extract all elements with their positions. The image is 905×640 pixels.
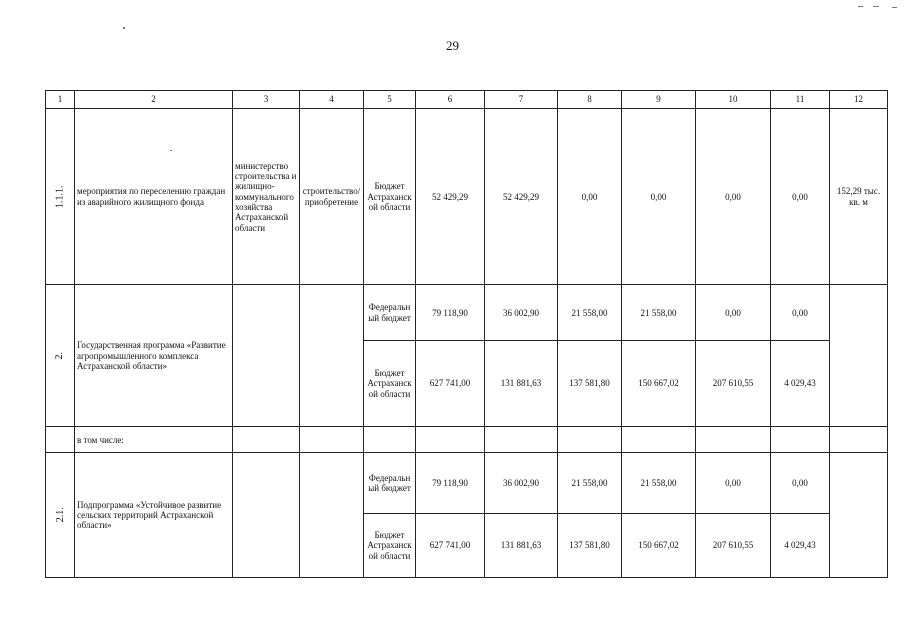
column-header: 3 [233,91,300,109]
amount-col10: 207 610,55 [696,514,771,578]
amount-col11: 4 029,43 [771,341,830,427]
amount-col6: 627 741,00 [416,514,485,578]
column-header: 10 [696,91,771,109]
including-label: в том числе: [75,427,233,453]
empty-cell [416,427,485,453]
row-number-cell [46,109,75,285]
column-header: 6 [416,91,485,109]
amount-col11: 0,00 [771,109,830,285]
executor-empty [233,285,300,427]
table-row-2-federal [46,285,888,341]
scan-speck [873,6,879,7]
table-row-1-1-1 [46,109,888,285]
scan-speck [123,27,125,29]
row-number-cell [46,453,75,578]
amount-col9: 150 667,02 [622,514,696,578]
column-header: 8 [558,91,622,109]
funding-source: Федеральный бюджет [364,285,416,341]
amount-col8: 21 558,00 [558,453,622,514]
amount-col8: 137 581,80 [558,341,622,427]
amount-col8: 21 558,00 [558,285,622,341]
program-name: Государственная программа «Развитие агропромышленного комплекса Астраханской области» [75,285,233,427]
amount-col8: 0,00 [558,109,622,285]
row-number: 1.1.1. [54,185,66,209]
empty-cell [622,427,696,453]
scan-speck [858,6,863,7]
result-indicator: 152,29 тыс. кв. м [830,109,888,285]
result-empty [830,453,888,578]
amount-col11: 4 029,43 [771,514,830,578]
work-type-empty [300,285,364,427]
amount-col9: 21 558,00 [622,285,696,341]
row-number: 2.1. [54,507,66,523]
amount-col8: 137 581,80 [558,514,622,578]
subprogram-name: Подпрограмма «Устойчивое развитие сельских территорий Астраханской области» [75,453,233,578]
table-row-including [46,427,888,453]
amount-col9: 150 667,02 [622,341,696,427]
column-header: 4 [300,91,364,109]
amount-col10: 0,00 [696,285,771,341]
column-header: 5 [364,91,416,109]
amount-col7: 36 002,90 [485,285,558,341]
empty-cell [771,427,830,453]
budget-table [45,90,888,578]
empty-cell [485,427,558,453]
amount-col10: 0,00 [696,453,771,514]
column-header: 9 [622,91,696,109]
column-header: 2 [75,91,233,109]
amount-col7: 52 429,29 [485,109,558,285]
executor: министерство строительства и жилищно-коммунального хозяйства Астраханской области [233,109,300,285]
work-type: строительство/ приобретение [300,109,364,285]
measure-name: мероприятия по переселению граждан из аварийного жилищного фонда [75,109,233,285]
amount-col7: 131 881,63 [485,514,558,578]
funding-source: Бюджет Астраханской области [364,514,416,578]
empty-cell [233,427,300,453]
amount-col11: 0,00 [771,453,830,514]
funding-source: Бюджет Астраханской области [364,341,416,427]
amount-col9: 21 558,00 [622,453,696,514]
amount-col7: 131 881,63 [485,341,558,427]
empty-cell [830,427,888,453]
amount-col6: 79 118,90 [416,453,485,514]
amount-col10: 207 610,55 [696,341,771,427]
scan-speck [892,7,897,8]
amount-col11: 0,00 [771,285,830,341]
amount-col6: 627 741,00 [416,341,485,427]
empty-cell [696,427,771,453]
row-number-cell [46,285,75,427]
amount-col7: 36 002,90 [485,453,558,514]
amount-col6: 79 118,90 [416,285,485,341]
result-empty [830,285,888,427]
work-type-empty [300,453,364,578]
row-number: 2. [54,351,66,360]
empty-cell [300,427,364,453]
amount-col10: 0,00 [696,109,771,285]
funding-source: Бюджет Астраханской области [364,109,416,285]
column-header: 11 [771,91,830,109]
amount-col9: 0,00 [622,109,696,285]
column-header: 7 [485,91,558,109]
table-row-2-1-federal [46,453,888,514]
empty-cell [558,427,622,453]
executor-empty [233,453,300,578]
empty-cell [46,427,75,453]
page-number: 29 [446,38,459,53]
amount-col6: 52 429,29 [416,109,485,285]
funding-source: Федеральный бюджет [364,453,416,514]
empty-cell [364,427,416,453]
column-header: 12 [830,91,888,109]
column-header: 1 [46,91,75,109]
column-number-header-row [46,91,888,109]
